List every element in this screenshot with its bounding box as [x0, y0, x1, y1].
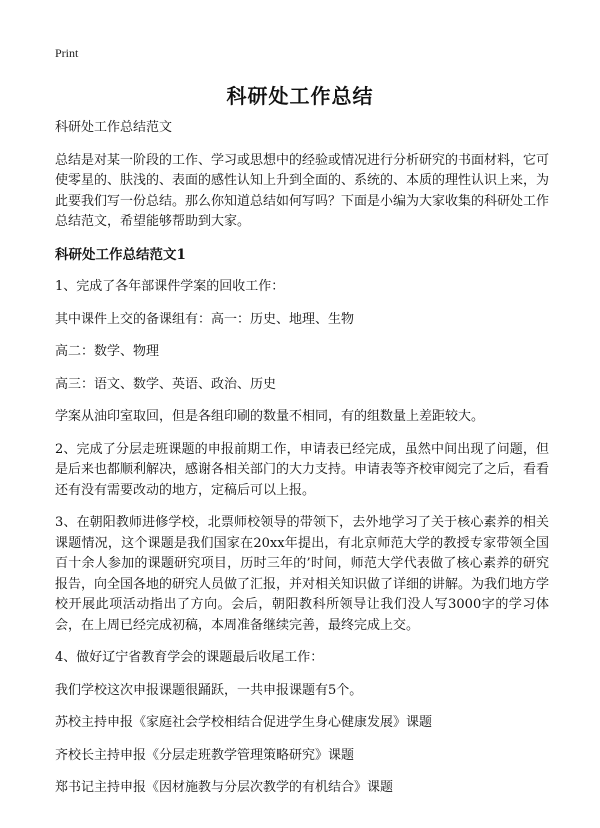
intro-paragraph: 总结是对某一阶段的工作、学习或思想中的经验或情况进行分析研究的书面材料，它可使零星的、肤浅的、表面的感性认知上升到全面的、系统的、本质的理性认识上来，为此要我们写一份总结。那么你知道总结如何写吗？下面是小编为大家收集的科研处工作总结范文，希望能够帮助到大家。 [55, 152, 550, 229]
paragraph: 4、做好辽宁省教育学会的课题最后收尾工作： [55, 650, 324, 665]
paragraph: 郑书记主持申报《因材施教与分层次教学的有机结合》课题 [55, 780, 394, 795]
paragraph: 其中课件上交的备课组有：高一：历史、地理、生物 [55, 311, 355, 327]
section-heading: 科研处工作总结范文1 [55, 246, 186, 263]
paragraph: 1、完成了各年部课件学案的回收工作： [55, 279, 285, 294]
paragraph: 3、在朝阳教师进修学校，北票师校领导的带领下，去外地学习了关于核心素养的相关课题情况，这个课题是我们国家在20xx年提出，有北京师范大学的教授专家带领全国百十余人参加的课题研究项目，历时三年的’时间，师范大学代表做了核心素养的研究报告，向全国各地的研究人员做了汇报，并对相关知识做了详细的讲解。为我们地方学校开展此项活动指出了方向。会后，朝阳教科所领导让我们没人写3000字的学习体会，在上周已经完成初稿，本周准备继续完善，最终完成上交。 [55, 515, 550, 633]
paragraph: 2、完成了分层走班课题的申报前期工作，申请表已经完成，虽然中间出现了问题，但是后来也都顺利解决，感谢各相关部门的大力支持。申请表等齐校审阅完了之后，看看还有没有需要改动的地方，定稿后可以上报。 [55, 441, 550, 498]
paragraph: 齐校长主持申报《分层走班教学管理策略研究》课题 [55, 747, 355, 763]
paragraph: 我们学校这次申报课题很踊跃，一共申报课题有5个。 [55, 682, 363, 698]
paragraph: 苏校主持申报《家庭社会学校相结合促进学生身心健康发展》课题 [55, 715, 433, 730]
document-subtitle: 科研处工作总结范文 [55, 120, 173, 135]
page-title: 科研处工作总结 [226, 84, 374, 108]
paragraph: 学案从油印室取回，但是各组印刷的数量不相同，有的组数量上差距较大。 [55, 409, 485, 424]
paragraph: 高三：语文、数学、英语、政治、历史 [55, 376, 277, 392]
document-body [55, 118, 549, 811]
paragraph: 高二：数学、物理 [55, 344, 160, 359]
print-link[interactable]: Print [55, 46, 79, 60]
